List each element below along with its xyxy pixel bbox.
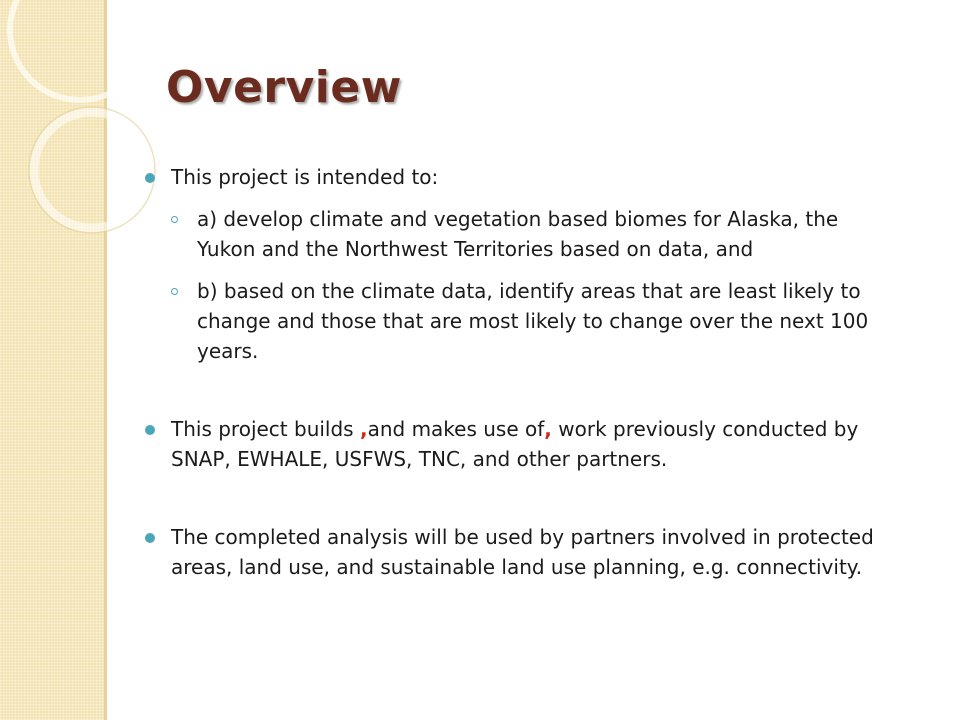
decorative-circle-large xyxy=(10,0,150,100)
decorative-circle-small xyxy=(34,112,150,228)
bullet-item xyxy=(145,414,885,474)
bullet-text-part: work previously conducted by SNAP, EWHALE, USFWS, TNC, and other partners. xyxy=(171,417,859,471)
bullet-text: This project is intended to: xyxy=(171,165,439,189)
bullet-text-part: This project builds xyxy=(171,417,360,441)
slide-content xyxy=(145,162,885,582)
bullet-item xyxy=(145,162,885,192)
emphasis-comma: , xyxy=(544,417,552,441)
bullet-text-part: and makes use of xyxy=(367,417,545,441)
slide-title: Overview xyxy=(166,62,402,113)
sub-bullet-item xyxy=(171,276,885,366)
bullet-text: The completed analysis will be used by partners involved in protected areas, land use, and sustainable land use planning, e.g. connectivity. xyxy=(171,525,874,579)
decorative-circle-small-outline xyxy=(29,107,155,233)
emphasis-comma: , xyxy=(359,417,368,441)
sub-bullet-text: a) develop climate and vegetation based biomes for Alaska, the Yukon and the Northwest Territories based on data, and xyxy=(197,207,839,261)
sub-bullet-text: b) based on the climate data, identify areas that are least likely to change and those that are most likely to change over the next 100 years. xyxy=(197,279,869,363)
sub-bullet-item xyxy=(171,204,885,264)
bullet-item xyxy=(145,522,885,582)
